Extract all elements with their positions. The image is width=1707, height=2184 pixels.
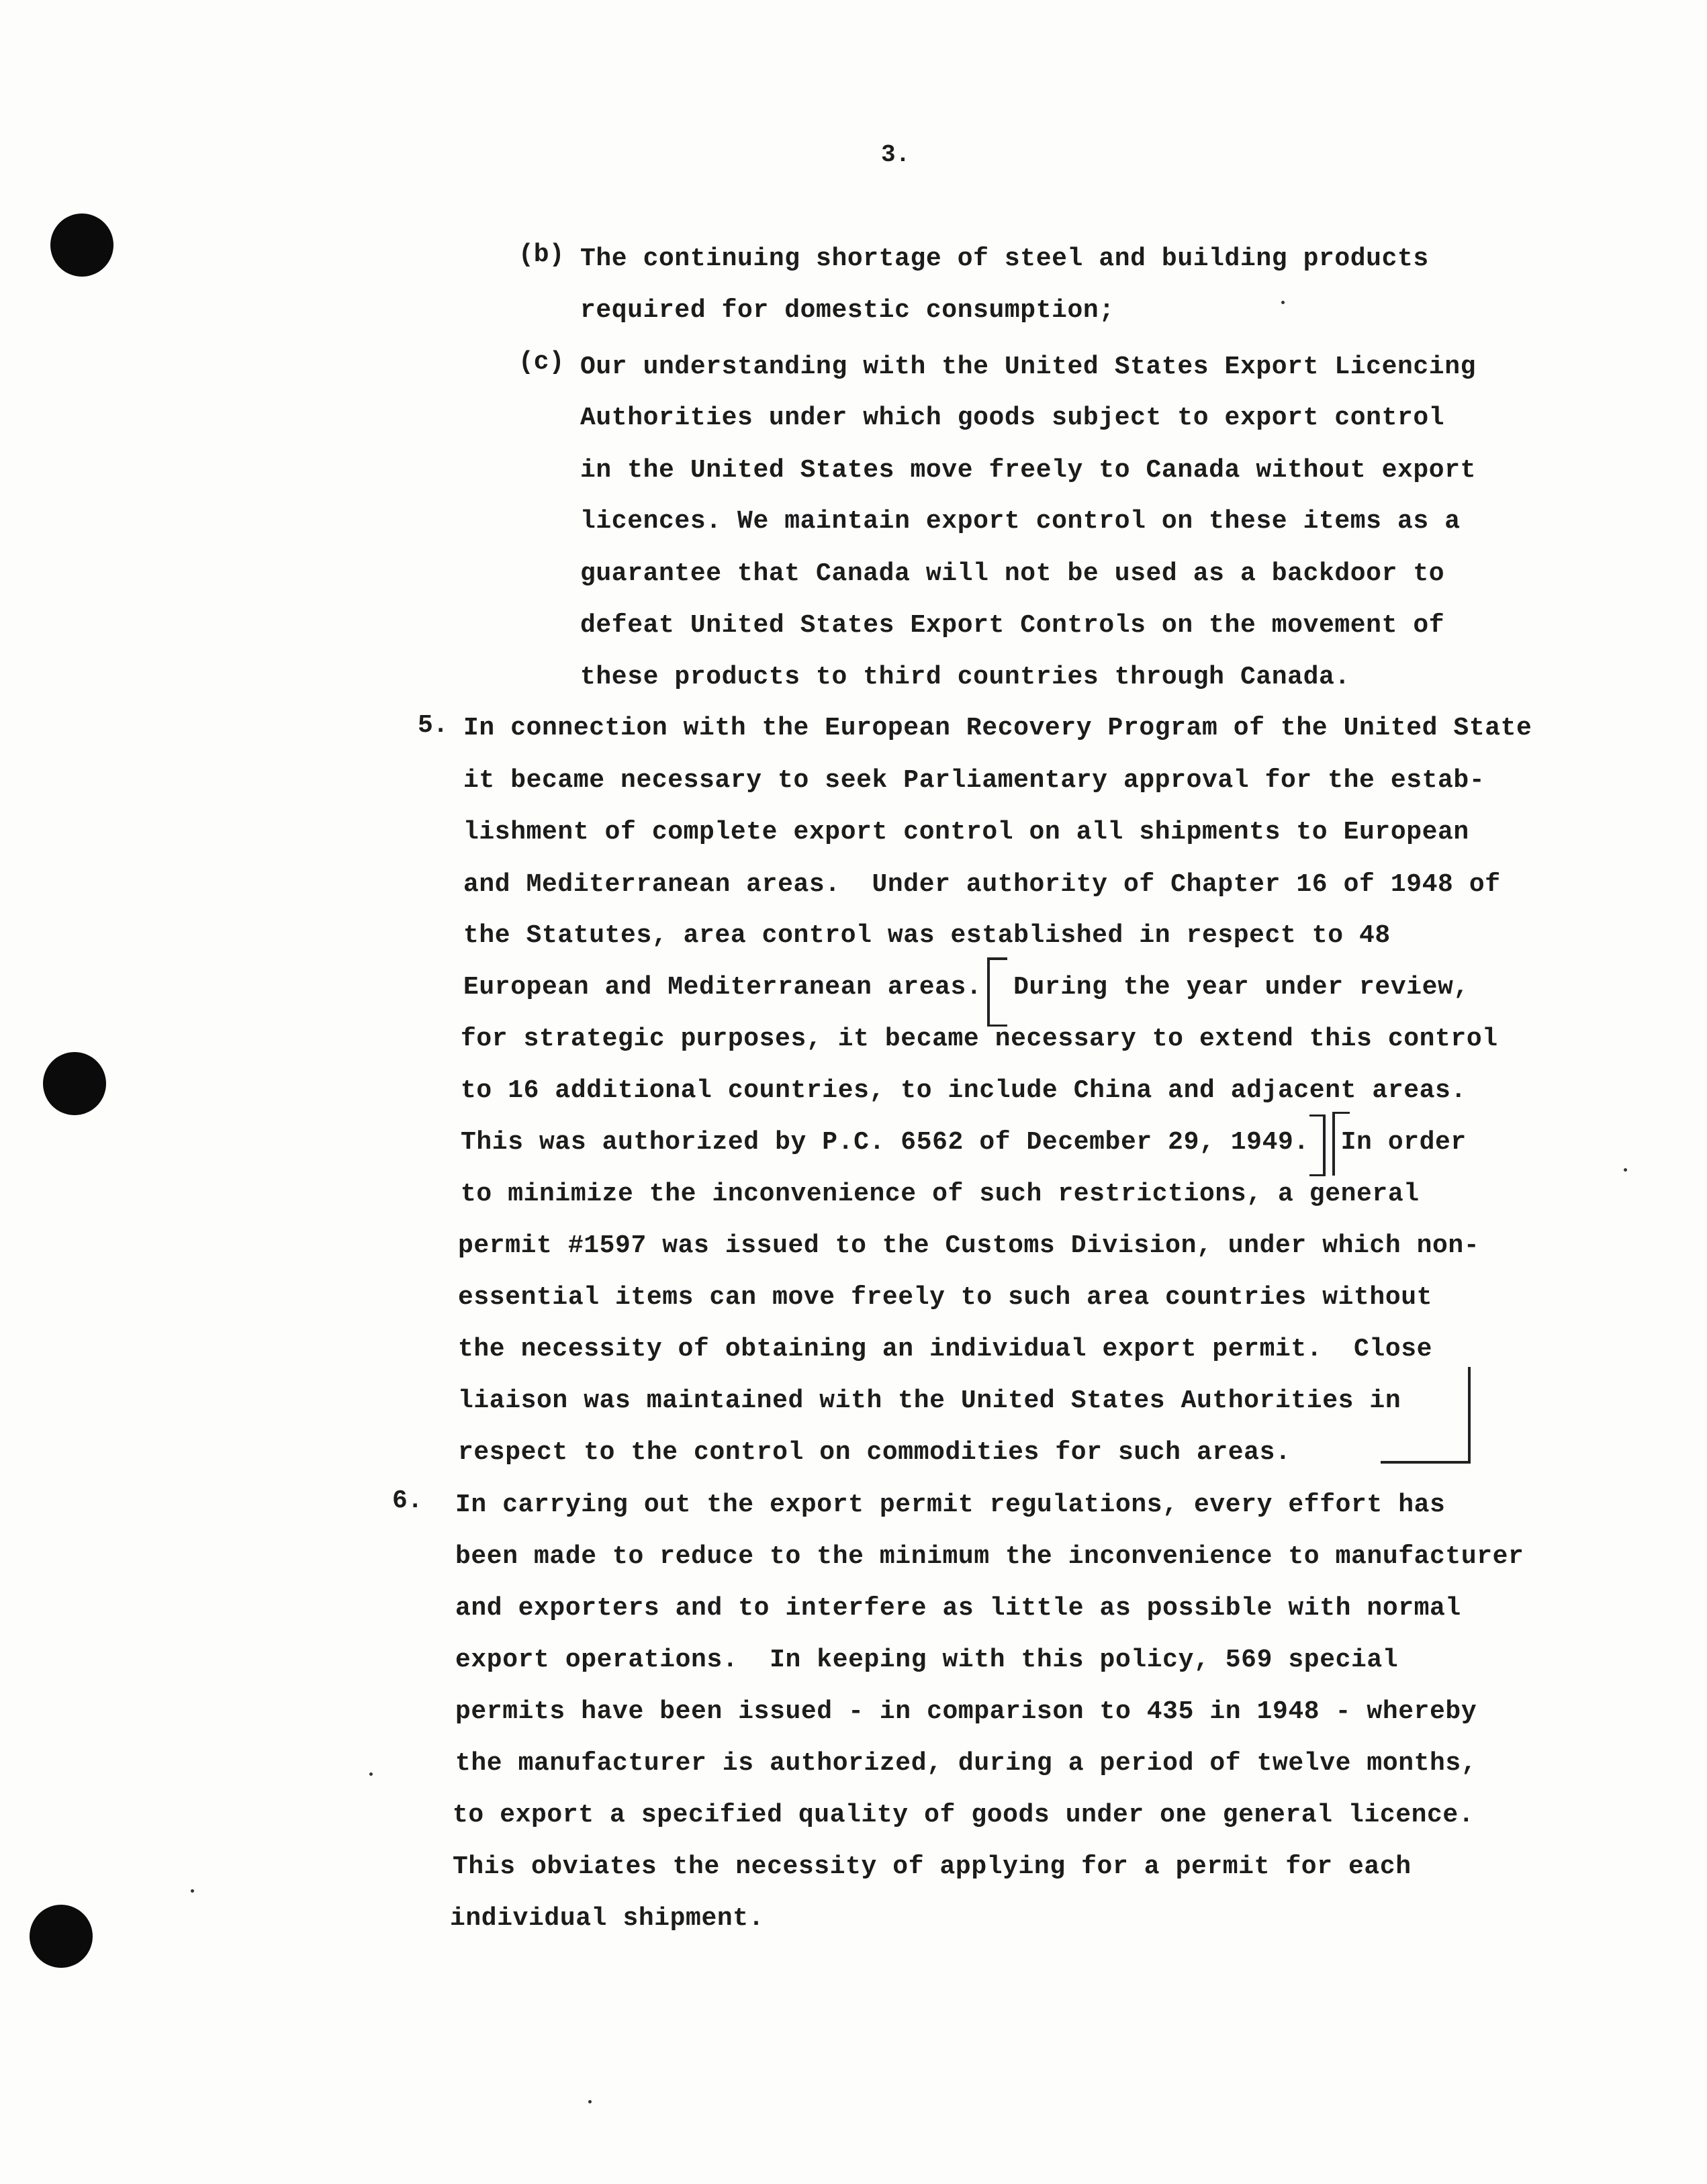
text-line: defeat United States Export Controls on the movement of (580, 611, 1445, 640)
text-line: This obviates the necessity of applying for a permit for each (453, 1852, 1412, 1881)
text-line: for strategic purposes, it became necessary to extend this control (461, 1025, 1498, 1053)
text-line: and Mediterranean areas. Under authority of Chapter 16 of 1948 of (463, 870, 1501, 899)
punch-hole (43, 1052, 106, 1115)
text-line: Our understanding with the United States Export Licencing (580, 352, 1477, 381)
text-line: permits have been issued - in comparison to 435 in 1948 - whereby (455, 1697, 1477, 1726)
text-line: European and Mediterranean areas. During the year under review, (463, 973, 1469, 1002)
text-line: to 16 additional countries, to include China and adjacent areas. (461, 1076, 1467, 1105)
text-line: permit #1597 was issued to the Customs Division, under which non- (458, 1231, 1480, 1260)
text-line: export operations. In keeping with this policy, 569 special (455, 1646, 1399, 1674)
paragraph-number-6: 6. (392, 1486, 423, 1515)
paper-speck (588, 2100, 592, 2103)
punch-hole (30, 1905, 93, 1968)
hand-drawn-bracket-close (1381, 1367, 1471, 1464)
text-line: essential items can move freely to such area countries without (458, 1283, 1433, 1312)
text-line: This was authorized by P.C. 6562 of December 29, 1949. In order (461, 1128, 1467, 1157)
text-line: the manufacturer is authorized, during a period of twelve months, (455, 1749, 1477, 1778)
hand-drawn-bracket-close (1309, 1114, 1326, 1176)
text-line: and exporters and to interfere as little as possible with normal (455, 1594, 1461, 1623)
text-line: liaison was maintained with the United States Authorities in (458, 1386, 1401, 1415)
text-line: individual shipment. (450, 1904, 765, 1933)
text-line: licences. We maintain export control on these items as a (580, 507, 1461, 536)
text-line: lishment of complete export control on all shipments to European (463, 818, 1469, 847)
page-number: 3. (881, 141, 911, 169)
text-line: Authorities under which goods subject to export control (580, 403, 1445, 432)
text-line: In carrying out the export permit regulations, every effort has (455, 1490, 1446, 1519)
text-line: In connection with the European Recovery Program of the United State (463, 714, 1532, 743)
paper-speck (1624, 1168, 1627, 1172)
item-marker-c: (c) (518, 348, 565, 377)
punch-hole (50, 213, 113, 277)
paragraph-number-5: 5. (418, 711, 449, 740)
text-line: the Statutes, area control was established in respect to 48 (463, 921, 1391, 950)
text-line: guarantee that Canada will not be used as a backdoor to (580, 559, 1445, 588)
text-line: been made to reduce to the minimum the inconvenience to manufacturer (455, 1542, 1524, 1571)
text-line: these products to third countries through Canada. (580, 663, 1350, 692)
text-line: The continuing shortage of steel and building products (580, 244, 1429, 273)
text-line: the necessity of obtaining an individual export permit. Close (458, 1335, 1433, 1364)
text-line: it became necessary to seek Parliamentary approval for the estab- (463, 766, 1485, 795)
text-line: in the United States move freely to Canada without export (580, 456, 1477, 485)
paper-speck (1281, 301, 1285, 304)
text-line: respect to the control on commodities for such areas. (458, 1438, 1291, 1467)
text-line: to minimize the inconvenience of such restrictions, a general (461, 1180, 1420, 1208)
hand-drawn-bracket-open (987, 957, 1007, 1027)
hand-drawn-bracket-open (1332, 1112, 1350, 1176)
text-line: required for domestic consumption; (580, 296, 1115, 325)
text-line: to export a specified quality of goods under one general licence. (453, 1801, 1475, 1830)
paper-speck (191, 1889, 194, 1893)
item-marker-b: (b) (518, 240, 565, 269)
paper-speck (369, 1772, 373, 1776)
